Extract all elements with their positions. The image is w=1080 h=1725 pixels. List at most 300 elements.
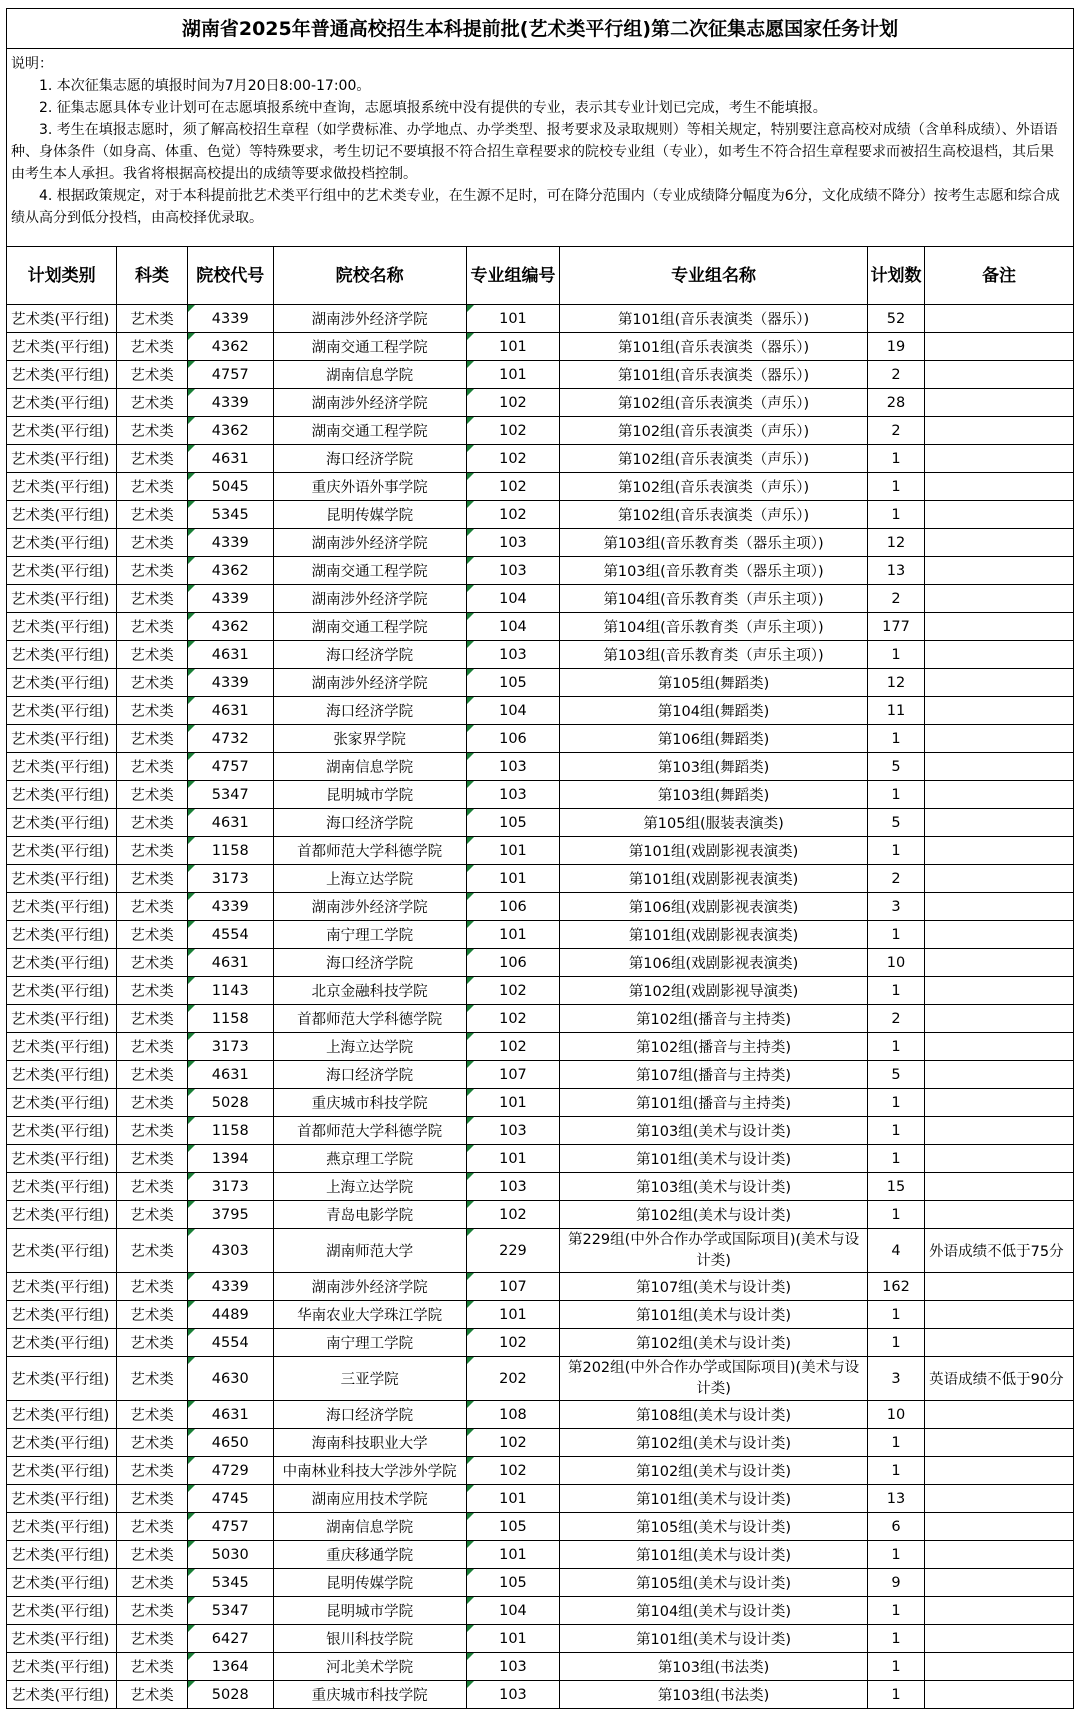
group-code-cell: 101 (466, 921, 560, 949)
plan-type-cell: 艺术类(平行组) (7, 613, 117, 641)
plan-type-cell: 艺术类(平行组) (7, 1429, 117, 1457)
table-row (7, 333, 1074, 361)
school-name-cell: 湖南涉外经济学院 (273, 585, 466, 613)
school-name-cell: 海口经济学院 (273, 949, 466, 977)
remark-cell (925, 1145, 1074, 1173)
plan-count-cell: 1 (867, 1457, 924, 1485)
remark-cell: 英语成绩不低于90分 (925, 1357, 1074, 1401)
group-code-cell: 108 (466, 1401, 560, 1429)
plan-count-cell: 1 (867, 1625, 924, 1653)
school-code-cell: 3173 (187, 1173, 273, 1201)
plan-type-cell: 艺术类(平行组) (7, 1005, 117, 1033)
remark-cell (925, 641, 1074, 669)
subject-cell: 艺术类 (117, 1329, 188, 1357)
subject-cell: 艺术类 (117, 809, 188, 837)
group-code-cell: 101 (466, 837, 560, 865)
table-row (7, 1681, 1074, 1709)
remark-cell (925, 333, 1074, 361)
subject-cell: 艺术类 (117, 921, 188, 949)
group-name-cell: 第105组(美术与设计类) (560, 1513, 868, 1541)
school-code-cell: 4554 (187, 1329, 273, 1357)
plan-type-cell: 艺术类(平行组) (7, 1061, 117, 1089)
school-code-cell: 4757 (187, 753, 273, 781)
school-name-cell: 银川科技学院 (273, 1625, 466, 1653)
subject-cell: 艺术类 (117, 1145, 188, 1173)
subject-cell: 艺术类 (117, 949, 188, 977)
remark-cell (925, 865, 1074, 893)
plan-type-cell: 艺术类(平行组) (7, 445, 117, 473)
remark-cell (925, 809, 1074, 837)
group-code-cell: 101 (466, 865, 560, 893)
plan-type-cell: 艺术类(平行组) (7, 1597, 117, 1625)
subject-cell: 艺术类 (117, 1229, 188, 1273)
school-code-cell: 4745 (187, 1485, 273, 1513)
plan-count-cell: 162 (867, 1273, 924, 1301)
plan-count-cell: 4 (867, 1229, 924, 1273)
table-row (7, 1653, 1074, 1681)
table-row (7, 725, 1074, 753)
remark-cell (925, 949, 1074, 977)
table-row (7, 1229, 1074, 1273)
group-name-cell: 第103组(书法类) (560, 1653, 868, 1681)
school-code-cell: 5028 (187, 1089, 273, 1117)
plan-count-cell: 1 (867, 725, 924, 753)
group-code-cell: 102 (466, 501, 560, 529)
plan-type-cell: 艺术类(平行组) (7, 781, 117, 809)
plan-count-cell: 11 (867, 697, 924, 725)
plan-count-cell: 1 (867, 1117, 924, 1145)
plan-count-cell: 1 (867, 501, 924, 529)
group-code-cell: 103 (466, 641, 560, 669)
group-name-cell: 第103组(音乐教育类（器乐主项）) (560, 529, 868, 557)
group-name-cell: 第101组(美术与设计类) (560, 1301, 868, 1329)
group-name-cell: 第104组(音乐教育类（声乐主项）) (560, 613, 868, 641)
plan-type-cell: 艺术类(平行组) (7, 417, 117, 445)
table-row (7, 1569, 1074, 1597)
table-row (7, 1201, 1074, 1229)
remark-cell (925, 1061, 1074, 1089)
subject-cell: 艺术类 (117, 1513, 188, 1541)
school-code-cell: 4631 (187, 809, 273, 837)
table-row (7, 1005, 1074, 1033)
group-name-cell: 第101组(播音与主持类) (560, 1089, 868, 1117)
school-name-cell: 华南农业大学珠江学院 (273, 1301, 466, 1329)
group-code-cell: 101 (466, 1301, 560, 1329)
plan-count-cell: 2 (867, 585, 924, 613)
school-code-cell: 4732 (187, 725, 273, 753)
column-header: 计划类别 (7, 247, 117, 305)
subject-cell: 艺术类 (117, 1061, 188, 1089)
plan-count-cell: 1 (867, 977, 924, 1005)
school-name-cell: 海口经济学院 (273, 1401, 466, 1429)
group-code-cell: 106 (466, 893, 560, 921)
plan-count-cell: 3 (867, 893, 924, 921)
school-code-cell: 1143 (187, 977, 273, 1005)
school-name-cell: 河北美术学院 (273, 1653, 466, 1681)
column-header: 科类 (117, 247, 188, 305)
table-row (7, 809, 1074, 837)
plan-type-cell: 艺术类(平行组) (7, 641, 117, 669)
subject-cell: 艺术类 (117, 1597, 188, 1625)
subject-cell: 艺术类 (117, 1301, 188, 1329)
group-code-cell: 102 (466, 1005, 560, 1033)
table-row (7, 669, 1074, 697)
school-code-cell: 5347 (187, 1597, 273, 1625)
plan-type-cell: 艺术类(平行组) (7, 1089, 117, 1117)
plan-count-cell: 1 (867, 473, 924, 501)
table-row (7, 1357, 1074, 1401)
remark-cell (925, 1273, 1074, 1301)
subject-cell: 艺术类 (117, 1089, 188, 1117)
plan-count-cell: 1 (867, 921, 924, 949)
remark-cell (925, 613, 1074, 641)
plan-count-cell: 13 (867, 557, 924, 585)
group-name-cell: 第101组(音乐表演类（器乐）) (560, 361, 868, 389)
school-name-cell: 海口经济学院 (273, 809, 466, 837)
plan-count-cell: 1 (867, 641, 924, 669)
subject-cell: 艺术类 (117, 445, 188, 473)
plan-type-cell: 艺术类(平行组) (7, 305, 117, 333)
group-code-cell: 103 (466, 1681, 560, 1709)
plan-count-cell: 2 (867, 417, 924, 445)
remark-cell (925, 529, 1074, 557)
subject-cell: 艺术类 (117, 781, 188, 809)
subject-cell: 艺术类 (117, 613, 188, 641)
table-row (7, 949, 1074, 977)
table-row (7, 1117, 1074, 1145)
group-name-cell: 第102组(美术与设计类) (560, 1329, 868, 1357)
remark-cell (925, 1401, 1074, 1429)
subject-cell: 艺术类 (117, 1117, 188, 1145)
table-row (7, 1541, 1074, 1569)
group-code-cell: 102 (466, 1429, 560, 1457)
remark-cell (925, 1597, 1074, 1625)
remark-cell (925, 1485, 1074, 1513)
subject-cell: 艺术类 (117, 1173, 188, 1201)
group-name-cell: 第229组(中外合作办学或国际项目)(美术与设计类) (560, 1229, 868, 1273)
group-code-cell: 101 (466, 1089, 560, 1117)
group-code-cell: 102 (466, 473, 560, 501)
school-name-cell: 燕京理工学院 (273, 1145, 466, 1173)
remark-cell (925, 1089, 1074, 1117)
table-row (7, 1457, 1074, 1485)
school-code-cell: 5345 (187, 1569, 273, 1597)
school-name-cell: 重庆城市科技学院 (273, 1681, 466, 1709)
group-code-cell: 103 (466, 529, 560, 557)
remark-cell (925, 1301, 1074, 1329)
plan-count-cell: 177 (867, 613, 924, 641)
table-row (7, 1033, 1074, 1061)
plan-count-cell: 1 (867, 1541, 924, 1569)
school-name-cell: 海口经济学院 (273, 641, 466, 669)
subject-cell: 艺术类 (117, 753, 188, 781)
group-name-cell: 第104组(音乐教育类（声乐主项）) (560, 585, 868, 613)
plan-type-cell: 艺术类(平行组) (7, 865, 117, 893)
school-name-cell: 昆明传媒学院 (273, 501, 466, 529)
group-code-cell: 103 (466, 1173, 560, 1201)
school-code-cell: 4554 (187, 921, 273, 949)
plan-type-cell: 艺术类(平行组) (7, 501, 117, 529)
group-name-cell: 第103组(音乐教育类（声乐主项）) (560, 641, 868, 669)
group-code-cell: 104 (466, 585, 560, 613)
school-code-cell: 4339 (187, 389, 273, 417)
group-name-cell: 第106组(舞蹈类) (560, 725, 868, 753)
table-row (7, 865, 1074, 893)
plan-count-cell: 10 (867, 949, 924, 977)
plan-type-cell: 艺术类(平行组) (7, 1329, 117, 1357)
plan-count-cell: 15 (867, 1173, 924, 1201)
group-name-cell: 第107组(播音与主持类) (560, 1061, 868, 1089)
table-row (7, 1485, 1074, 1513)
school-name-cell: 北京金融科技学院 (273, 977, 466, 1005)
remark-cell (925, 1653, 1074, 1681)
table-row (7, 361, 1074, 389)
school-code-cell: 3173 (187, 1033, 273, 1061)
plan-count-cell: 1 (867, 1681, 924, 1709)
table-row (7, 1429, 1074, 1457)
column-header: 院校名称 (273, 247, 466, 305)
plan-count-cell: 12 (867, 529, 924, 557)
plan-type-cell: 艺术类(平行组) (7, 1401, 117, 1429)
group-code-cell: 106 (466, 725, 560, 753)
note-item: 3. 考生在填报志愿时，须了解高校招生章程（如学费标准、办学地点、办学类型、报考要求及录取规则）等相关规定，特别要注意高校对成绩（含单科成绩）、外语语种、身体条件（如身高、体重、色觉）等特殊要求，考生切记不要填报不符合招生章程要求的院校专业组（专业），如考生不符合招生章程要求而被招生高校退档，其后果由考生本人承担。我省将根据高校提出的成绩等要求做投档控制。 (11, 122, 1058, 182)
group-code-cell: 102 (466, 389, 560, 417)
plan-type-cell: 艺术类(平行组) (7, 389, 117, 417)
subject-cell: 艺术类 (117, 305, 188, 333)
table-row (7, 641, 1074, 669)
school-code-cell: 5345 (187, 501, 273, 529)
school-code-cell: 5045 (187, 473, 273, 501)
subject-cell: 艺术类 (117, 361, 188, 389)
group-code-cell: 202 (466, 1357, 560, 1401)
table-row (7, 1173, 1074, 1201)
group-name-cell: 第102组(美术与设计类) (560, 1429, 868, 1457)
plan-type-cell: 艺术类(平行组) (7, 977, 117, 1005)
subject-cell: 艺术类 (117, 529, 188, 557)
remark-cell (925, 697, 1074, 725)
school-code-cell: 4631 (187, 445, 273, 473)
school-code-cell: 1158 (187, 837, 273, 865)
school-code-cell: 5347 (187, 781, 273, 809)
school-name-cell: 湖南涉外经济学院 (273, 529, 466, 557)
plan-count-cell: 1 (867, 1329, 924, 1357)
school-name-cell: 上海立达学院 (273, 1173, 466, 1201)
table-header-row (7, 247, 1074, 305)
remark-cell (925, 1513, 1074, 1541)
school-name-cell: 湖南应用技术学院 (273, 1485, 466, 1513)
table-row (7, 389, 1074, 417)
remark-cell (925, 669, 1074, 697)
group-name-cell: 第103组(美术与设计类) (560, 1117, 868, 1145)
column-header: 备注 (925, 247, 1074, 305)
group-name-cell: 第202组(中外合作办学或国际项目)(美术与设计类) (560, 1357, 868, 1401)
group-code-cell: 101 (466, 305, 560, 333)
subject-cell: 艺术类 (117, 1569, 188, 1597)
plan-count-cell: 6 (867, 1513, 924, 1541)
group-name-cell: 第102组(音乐表演类（声乐）) (560, 473, 868, 501)
school-code-cell: 4729 (187, 1457, 273, 1485)
school-code-cell: 4339 (187, 1273, 273, 1301)
plan-type-cell: 艺术类(平行组) (7, 1201, 117, 1229)
plan-count-cell: 1 (867, 837, 924, 865)
school-name-cell: 湖南涉外经济学院 (273, 305, 466, 333)
plan-count-cell: 3 (867, 1357, 924, 1401)
school-name-cell: 上海立达学院 (273, 1033, 466, 1061)
plan-type-cell: 艺术类(平行组) (7, 1485, 117, 1513)
group-name-cell: 第103组(书法类) (560, 1681, 868, 1709)
plan-count-cell: 12 (867, 669, 924, 697)
plan-type-cell: 艺术类(平行组) (7, 333, 117, 361)
school-code-cell: 3795 (187, 1201, 273, 1229)
school-code-cell: 4489 (187, 1301, 273, 1329)
column-header: 计划数 (867, 247, 924, 305)
school-name-cell: 海口经济学院 (273, 697, 466, 725)
subject-cell: 艺术类 (117, 1485, 188, 1513)
table-row (7, 445, 1074, 473)
group-name-cell: 第101组(美术与设计类) (560, 1145, 868, 1173)
subject-cell: 艺术类 (117, 1201, 188, 1229)
remark-cell (925, 1541, 1074, 1569)
school-code-cell: 4362 (187, 613, 273, 641)
table-row (7, 977, 1074, 1005)
group-name-cell: 第106组(戏剧影视表演类) (560, 893, 868, 921)
subject-cell: 艺术类 (117, 417, 188, 445)
plan-count-cell: 52 (867, 305, 924, 333)
plan-type-cell: 艺术类(平行组) (7, 1569, 117, 1597)
group-name-cell: 第101组(音乐表演类（器乐）) (560, 333, 868, 361)
remark-cell (925, 1117, 1074, 1145)
school-code-cell: 4339 (187, 585, 273, 613)
plan-type-cell: 艺术类(平行组) (7, 1681, 117, 1709)
school-code-cell: 4362 (187, 557, 273, 585)
remark-cell (925, 1625, 1074, 1653)
group-name-cell: 第108组(美术与设计类) (560, 1401, 868, 1429)
group-name-cell: 第103组(美术与设计类) (560, 1173, 868, 1201)
plan-count-cell: 1 (867, 1429, 924, 1457)
group-code-cell: 104 (466, 613, 560, 641)
group-name-cell: 第101组(美术与设计类) (560, 1485, 868, 1513)
school-code-cell: 4303 (187, 1229, 273, 1273)
group-name-cell: 第104组(美术与设计类) (560, 1597, 868, 1625)
subject-cell: 艺术类 (117, 1653, 188, 1681)
plan-type-cell: 艺术类(平行组) (7, 585, 117, 613)
table-row (7, 1597, 1074, 1625)
table-row (7, 501, 1074, 529)
group-name-cell: 第105组(美术与设计类) (560, 1569, 868, 1597)
group-code-cell: 101 (466, 361, 560, 389)
school-code-cell: 4339 (187, 893, 273, 921)
plan-count-cell: 2 (867, 361, 924, 389)
group-code-cell: 101 (466, 1541, 560, 1569)
plan-type-cell: 艺术类(平行组) (7, 949, 117, 977)
plan-type-cell: 艺术类(平行组) (7, 669, 117, 697)
table-row (7, 557, 1074, 585)
school-code-cell: 4630 (187, 1357, 273, 1401)
group-name-cell: 第102组(美术与设计类) (560, 1201, 868, 1229)
group-code-cell: 102 (466, 417, 560, 445)
remark-cell (925, 1457, 1074, 1485)
group-name-cell: 第106组(戏剧影视表演类) (560, 949, 868, 977)
plan-count-cell: 1 (867, 1145, 924, 1173)
plan-type-cell: 艺术类(平行组) (7, 893, 117, 921)
plan-type-cell: 艺术类(平行组) (7, 1173, 117, 1201)
subject-cell: 艺术类 (117, 1273, 188, 1301)
school-name-cell: 海口经济学院 (273, 1061, 466, 1089)
column-header: 院校代号 (187, 247, 273, 305)
subject-cell: 艺术类 (117, 501, 188, 529)
school-name-cell: 昆明传媒学院 (273, 1569, 466, 1597)
school-code-cell: 1158 (187, 1005, 273, 1033)
plan-type-cell: 艺术类(平行组) (7, 1301, 117, 1329)
plan-table (6, 246, 1074, 1709)
plan-type-cell: 艺术类(平行组) (7, 809, 117, 837)
table-row (7, 417, 1074, 445)
school-name-cell: 重庆外语外事学院 (273, 473, 466, 501)
plan-count-cell: 19 (867, 333, 924, 361)
group-name-cell: 第103组(音乐教育类（器乐主项）) (560, 557, 868, 585)
school-code-cell: 4650 (187, 1429, 273, 1457)
table-row (7, 837, 1074, 865)
school-name-cell: 首都师范大学科德学院 (273, 837, 466, 865)
table-row (7, 1329, 1074, 1357)
group-code-cell: 229 (466, 1229, 560, 1273)
group-code-cell: 102 (466, 445, 560, 473)
group-code-cell: 101 (466, 1625, 560, 1653)
remark-cell (925, 557, 1074, 585)
subject-cell: 艺术类 (117, 641, 188, 669)
school-name-cell: 中南林业科技大学涉外学院 (273, 1457, 466, 1485)
plan-type-cell: 艺术类(平行组) (7, 697, 117, 725)
table-row (7, 697, 1074, 725)
plan-count-cell: 1 (867, 1033, 924, 1061)
group-code-cell: 101 (466, 1145, 560, 1173)
subject-cell: 艺术类 (117, 1033, 188, 1061)
group-code-cell: 102 (466, 977, 560, 1005)
table-row (7, 893, 1074, 921)
plan-count-cell: 1 (867, 1597, 924, 1625)
table-row (7, 1513, 1074, 1541)
plan-type-cell: 艺术类(平行组) (7, 1117, 117, 1145)
school-name-cell: 三亚学院 (273, 1357, 466, 1401)
school-code-cell: 4631 (187, 641, 273, 669)
group-name-cell: 第107组(美术与设计类) (560, 1273, 868, 1301)
plan-type-cell: 艺术类(平行组) (7, 1513, 117, 1541)
plan-count-cell: 28 (867, 389, 924, 417)
school-name-cell: 南宁理工学院 (273, 1329, 466, 1357)
notes-heading: 说明： (11, 56, 53, 72)
school-name-cell: 湖南交通工程学院 (273, 557, 466, 585)
subject-cell: 艺术类 (117, 893, 188, 921)
plan-count-cell: 2 (867, 1005, 924, 1033)
group-code-cell: 106 (466, 949, 560, 977)
school-code-cell: 4631 (187, 697, 273, 725)
remark-cell (925, 1201, 1074, 1229)
table-row (7, 781, 1074, 809)
school-name-cell: 湖南涉外经济学院 (273, 1273, 466, 1301)
plan-document (6, 8, 1074, 1709)
table-row (7, 585, 1074, 613)
remark-cell (925, 753, 1074, 781)
remark-cell (925, 921, 1074, 949)
group-name-cell: 第102组(戏剧影视导演类) (560, 977, 868, 1005)
remark-cell (925, 1569, 1074, 1597)
school-code-cell: 4339 (187, 669, 273, 697)
remark-cell (925, 417, 1074, 445)
remark-cell (925, 725, 1074, 753)
group-code-cell: 103 (466, 1653, 560, 1681)
school-code-cell: 4631 (187, 1401, 273, 1429)
school-name-cell: 湖南师范大学 (273, 1229, 466, 1273)
